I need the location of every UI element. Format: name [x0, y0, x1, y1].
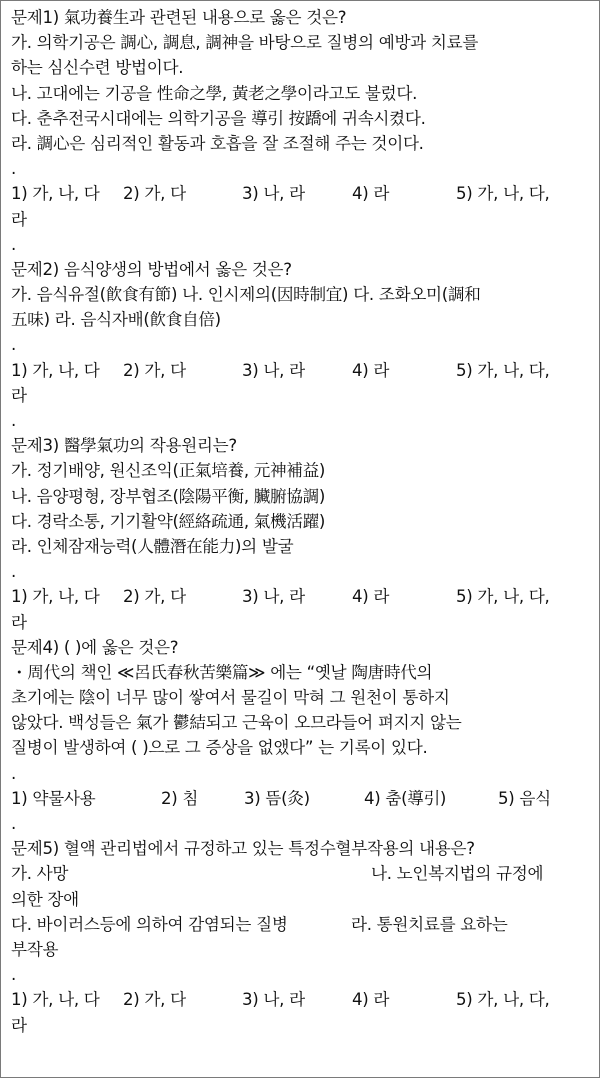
choice-line: 다. 춘추전국시대에는 의학기공을 導引 按蹻에 귀속시켰다. [11, 108, 426, 128]
question-title: 문제1) 氣功養生과 관련된 내용으로 옳은 것은? [11, 8, 347, 27]
answer-option-2[interactable]: 2) 가, 다 [123, 587, 186, 607]
answer-option-3[interactable]: 3) 나, 라 [242, 990, 305, 1010]
answer-options [11, 584, 591, 609]
answer-options [11, 358, 591, 383]
choice-da: 다. 바이러스등에 의하여 감염되는 질병 [11, 914, 288, 934]
choice-line: 五味) 라. 음식자배(飮食自倍) [11, 310, 221, 330]
choice-line: 라. 調心은 심리적인 활동과 호흡을 잘 조절해 주는 것이다. [11, 133, 424, 153]
separator-dot: . [11, 763, 16, 783]
answer-option-5[interactable]: 5) 가, 나, 다, [456, 360, 550, 380]
answer-option-1[interactable]: 1) 가, 나, 다 [11, 990, 100, 1010]
answer-options [11, 181, 591, 206]
question-title: 문제3) 醫學氣功의 작용원리는? [11, 436, 237, 456]
answer-options [11, 786, 591, 811]
answer-option-wrap: 라 [11, 1015, 27, 1035]
passage-line: 않았다. 백성들은 氣가 鬱結되고 근육이 오므라들어 펴지지 않는 [11, 713, 462, 733]
answer-option-1[interactable]: 1) 가, 나, 다 [11, 184, 100, 204]
choice-line: 부작용 [11, 939, 59, 959]
answer-option-1[interactable]: 1) 가, 나, 다 [11, 587, 100, 607]
passage-line: 초기에는 陰이 너무 많이 쌓여서 물길이 막혀 그 원천이 통하지 [11, 688, 450, 708]
answer-option-1[interactable]: 1) 약물사용 [11, 788, 96, 808]
answer-option-3[interactable]: 3) 뜸(灸) [244, 788, 310, 808]
question-2 [11, 257, 591, 433]
separator-dot: . [11, 814, 16, 833]
question-title: 문제2) 음식양생의 방법에서 옳은 것은? [11, 259, 292, 279]
answer-option-4[interactable]: 4) 라 [352, 360, 390, 380]
question-3 [11, 433, 591, 635]
choice-na: 나. 노인복지법의 규정에 [371, 864, 544, 884]
answer-option-3[interactable]: 3) 나, 라 [242, 587, 305, 607]
answer-option-3[interactable]: 3) 나, 라 [242, 360, 305, 380]
answer-option-5[interactable]: 5) 가, 나, 다, [456, 587, 550, 607]
choice-ga: 가. 사망 [11, 864, 69, 884]
choice-row [11, 912, 591, 937]
choice-line: 가. 정기배양, 원신조익(正氣培養, 元神補益) [11, 461, 326, 481]
answer-option-wrap: 라 [11, 385, 27, 405]
choice-line: 가. 의학기공은 調心, 調息, 調神을 바탕으로 질병의 예방과 치료를 [11, 33, 479, 53]
answer-option-wrap: 라 [11, 612, 27, 632]
separator-dot: . [11, 234, 16, 254]
choice-line: 나. 고대에는 기공을 性命之學, 黃老之學이라고도 불렀다. [11, 83, 418, 103]
answer-options [11, 987, 591, 1012]
choice-line: 하는 심신수련 방법이다. [11, 58, 184, 78]
separator-dot: . [11, 965, 16, 985]
separator-dot: . [11, 562, 16, 582]
choice-ra: 라. 통원치료를 요하는 [351, 914, 508, 934]
question-title: 문제5) 혈액 관리법에서 규정하고 있는 특정수혈부작용의 내용은? [11, 839, 475, 859]
choice-line: 라. 인체잠재능력(人體潛在能力)의 발굴 [11, 536, 294, 556]
choice-row [11, 861, 591, 886]
answer-option-4[interactable]: 4) 라 [352, 184, 390, 204]
answer-option-4[interactable]: 4) 라 [352, 990, 390, 1010]
answer-option-1[interactable]: 1) 가, 나, 다 [11, 360, 100, 380]
choice-line: 가. 음식유절(飮食有節) 나. 인시제의(因時制宜) 다. 조화오미(調和 [11, 285, 481, 305]
question-5 [11, 836, 591, 1038]
answer-option-2[interactable]: 2) 가, 다 [123, 990, 186, 1010]
answer-option-2[interactable]: 2) 가, 다 [123, 184, 186, 204]
answer-option-5[interactable]: 5) 가, 나, 다, [456, 184, 550, 204]
passage-line: ・周代의 책인 ≪呂氏春秋苦樂篇≫ 에는 “옛날 陶唐時代의 [11, 662, 433, 682]
separator-dot: . [11, 411, 16, 430]
choice-line: 의한 장애 [11, 889, 79, 909]
answer-option-5[interactable]: 5) 음식 [498, 788, 551, 808]
question-sheet [11, 5, 591, 1077]
question-1 [11, 5, 591, 257]
choice-line: 다. 경락소통, 기기활약(經絡疏通, 氣機活躍) [11, 511, 326, 531]
answer-option-2[interactable]: 2) 침 [161, 788, 199, 808]
question-title: 문제4) ( )에 옳은 것은? [11, 637, 179, 657]
choice-line: 나. 음양평형, 장부협조(陰陽平衡, 臟腑協調) [11, 486, 326, 506]
passage-line: 질병이 발생하여 ( )으로 그 증상을 없앴다” 는 기록이 있다. [11, 738, 428, 758]
question-4 [11, 635, 591, 837]
answer-option-4[interactable]: 4) 라 [352, 587, 390, 607]
answer-option-wrap: 라 [11, 209, 27, 229]
answer-option-3[interactable]: 3) 나, 라 [242, 184, 305, 204]
answer-option-2[interactable]: 2) 가, 다 [123, 360, 186, 380]
answer-option-5[interactable]: 5) 가, 나, 다, [456, 990, 550, 1010]
answer-option-4[interactable]: 4) 춤(導引) [364, 788, 447, 808]
separator-dot: . [11, 159, 16, 179]
separator-dot: . [11, 335, 16, 355]
